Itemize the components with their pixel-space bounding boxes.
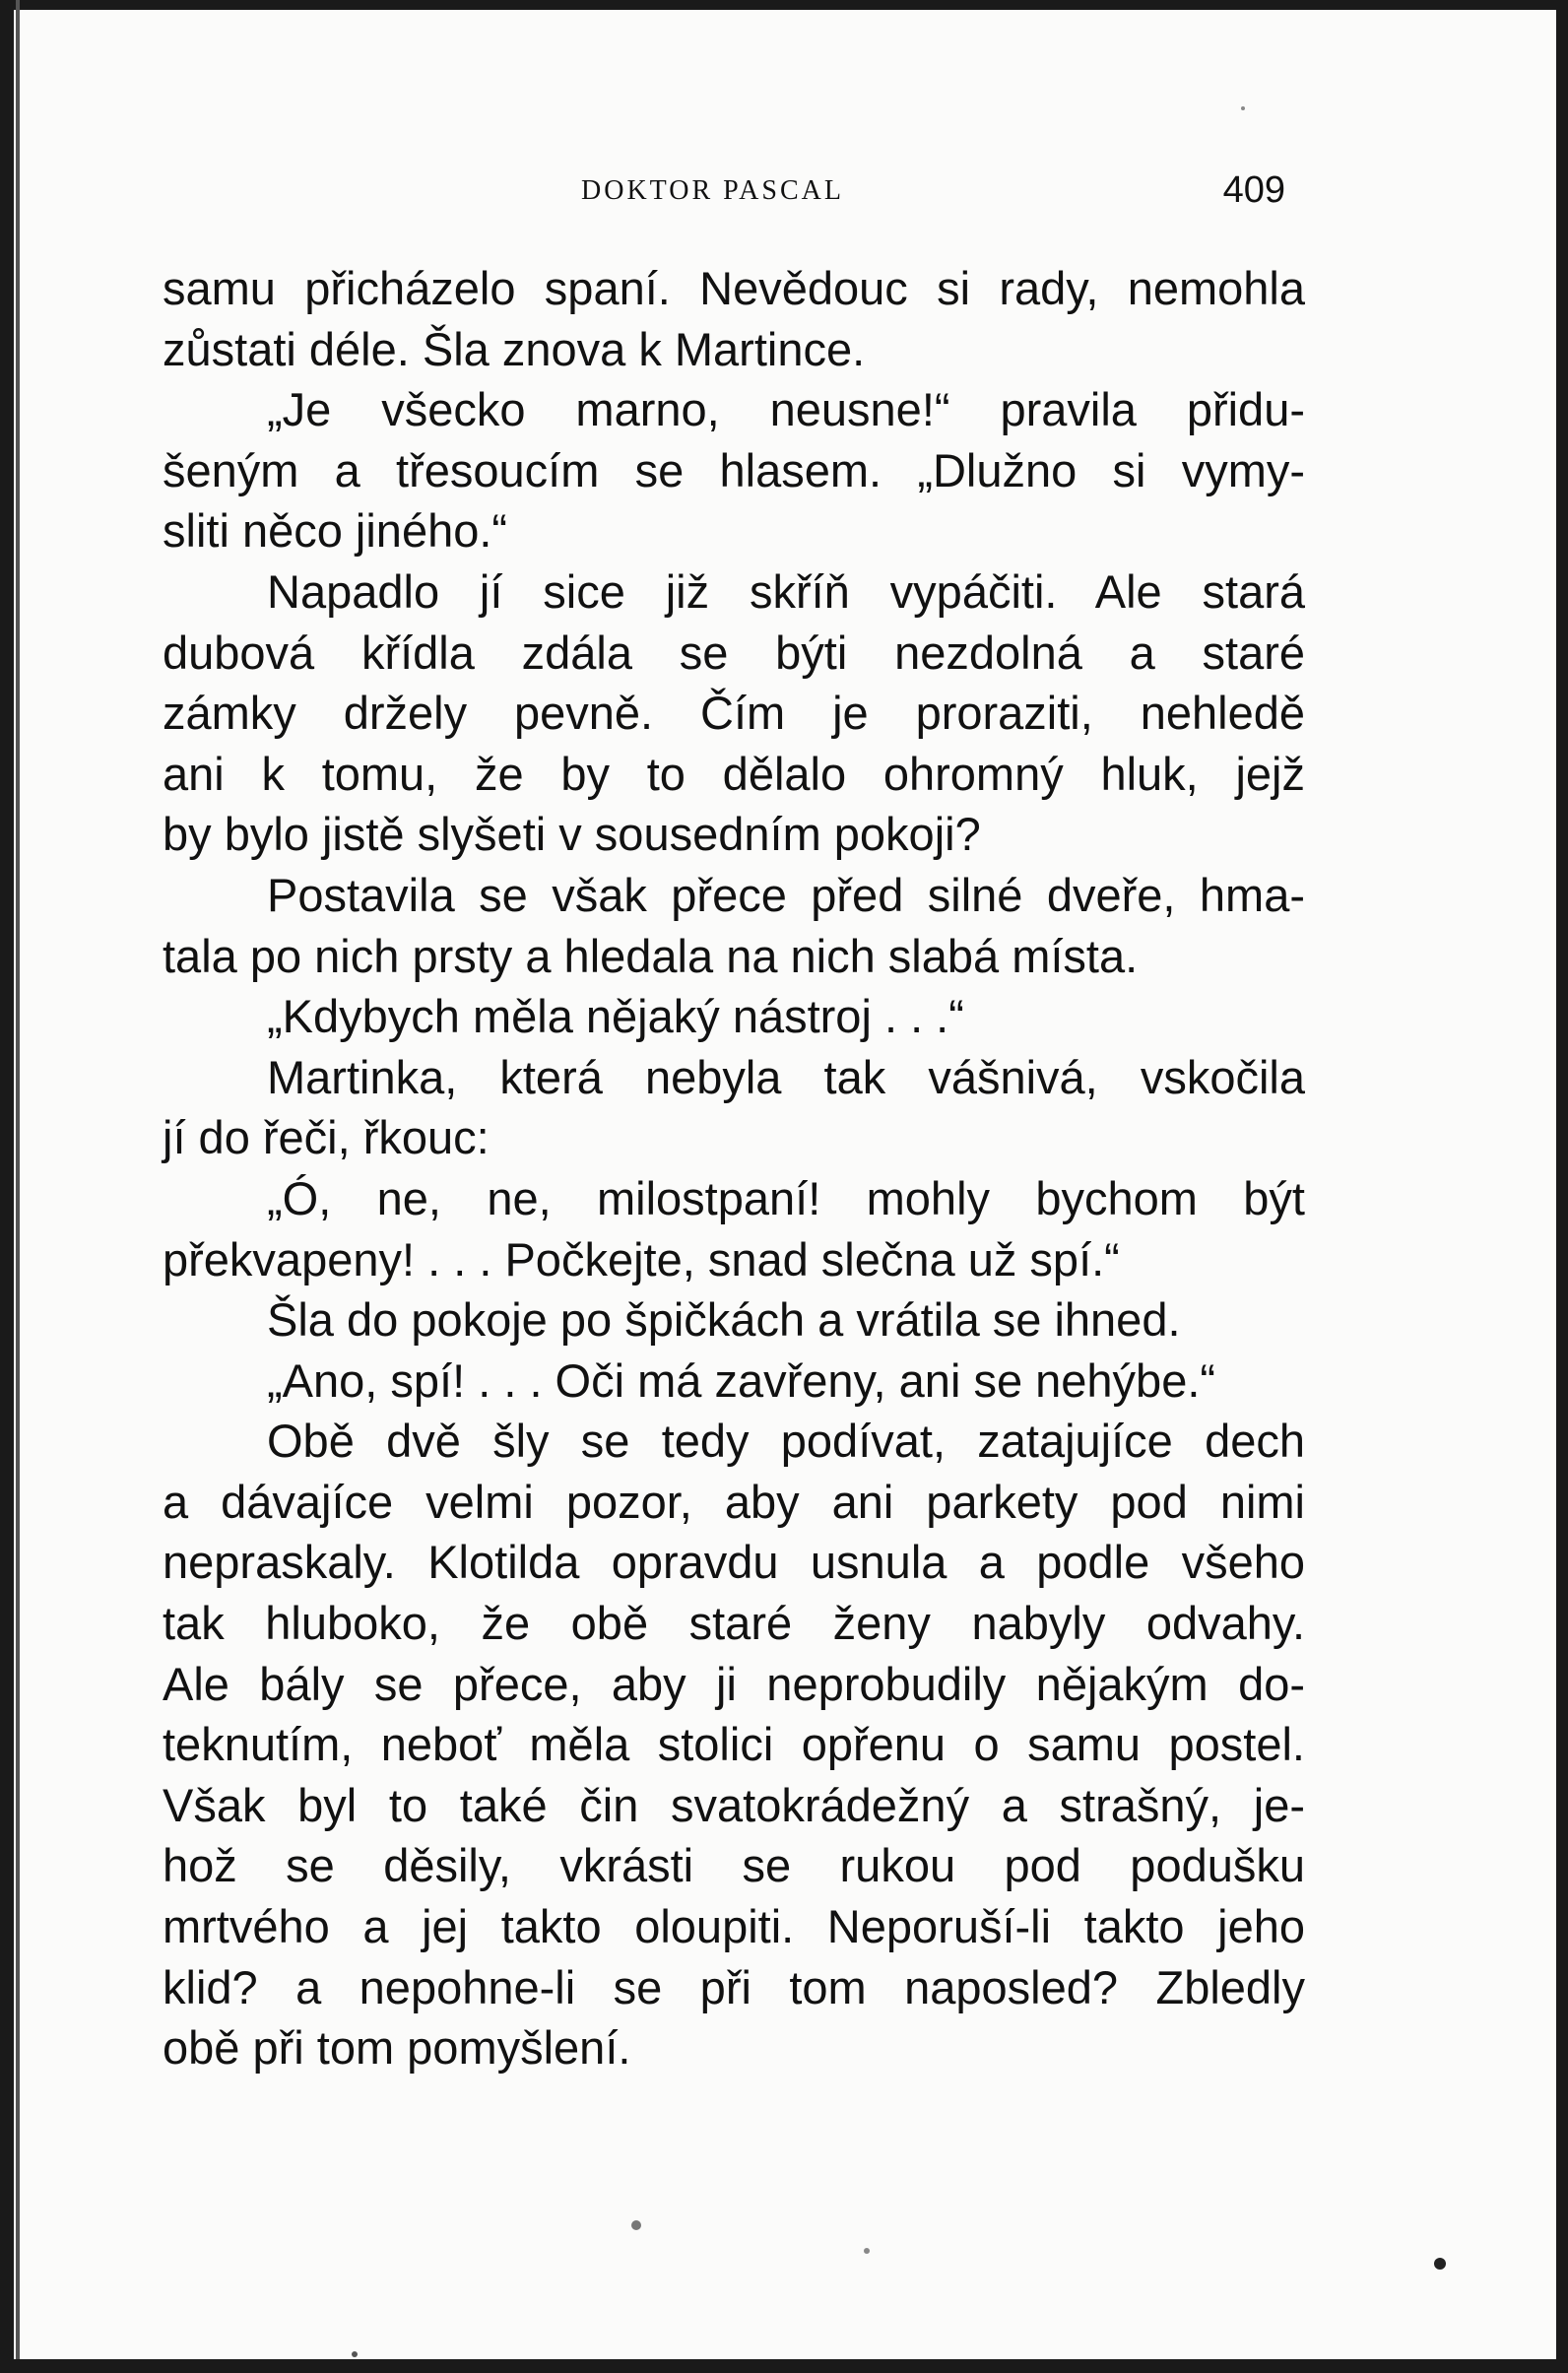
scan-border-bottom (0, 2359, 1568, 2373)
text-line: „Kdybych měla nějaký nástroj . . .“ (267, 990, 964, 1043)
text-line: obě při tom pomyšlení. (163, 2021, 631, 2075)
speck (1241, 106, 1245, 110)
body-text (163, 258, 1305, 2078)
text-line: jí do řeči, řkouc: (163, 1111, 490, 1164)
text-line: překvapeny! . . . Počkejte, snad slečna už spí.“ (163, 1232, 1120, 1285)
text-line: „Je všecko marno, neusne!“ pravila přidu- (267, 383, 1305, 436)
speck (631, 2220, 641, 2230)
text-line: teknutím, neboť měla stolici opřenu o samu postel. (163, 1718, 1305, 1771)
page-header (167, 169, 1285, 215)
text-line: „Ano, spí! . . . Oči má zavřeny, ani se nehýbe.“ (267, 1353, 1216, 1407)
text-line: Šla do pokoje po špičkách a vrátila se ihned. (267, 1293, 1181, 1347)
speck (864, 2248, 870, 2254)
text-line: Ale bály se přece, aby ji neprobudily nějakým do- (163, 1657, 1305, 1710)
text-line: mrtvého a jej takto oloupiti. Neporuší-li takto jeho (163, 1900, 1305, 1953)
scan-border-left-inner (16, 0, 20, 2373)
text-line: by bylo jistě slyšeti v sousedním pokoji? (163, 808, 981, 861)
text-line: Obě dvě šly se tedy podívat, zatajujíce dech (267, 1415, 1305, 1468)
text-line: sliti něco jiného.“ (163, 504, 508, 558)
page-number: 409 (1222, 169, 1285, 211)
text-line: Však byl to také čin svatokrádežný a strašný, je- (163, 1778, 1305, 1831)
text-line: Napadlo jí sice již skříň vypáčiti. Ale stará (267, 564, 1305, 618)
text-line: tala po nich prsty a hledala na nich slabá místa. (163, 929, 1139, 982)
text-line: ani k tomu, že by to dělalo ohromný hluk, jejž (163, 747, 1305, 800)
text-line: Martinka, která nebyla tak vášnivá, vskočila (267, 1050, 1305, 1103)
scan-border-top (0, 0, 1568, 10)
text-line: Postavila se však přece před silné dveře, hma- (267, 868, 1305, 921)
text-line: tak hluboko, že obě staré ženy nabyly odvahy. (163, 1597, 1305, 1650)
text-line: zůstati déle. Šla znova k Martince. (163, 322, 866, 375)
speck (352, 2351, 358, 2357)
text-line: samu přicházelo spaní. Nevědouc si rady, nemohla (163, 262, 1305, 314)
text-line: klid? a nepohne-li se při tom naposled? Zbledly (163, 1960, 1305, 2013)
text-line: „Ó, ne, ne, milostpaní! mohly bychom být (267, 1171, 1305, 1224)
text-line: šeným a třesoucím se hlasem. „Dlužno si vymy- (163, 443, 1305, 496)
text-line: dubová křídla zdála se býti nezdolná a staré (163, 626, 1305, 679)
speck (1434, 2258, 1446, 2270)
text-line: a dávajíce velmi pozor, aby ani parkety pod nimi (163, 1475, 1305, 1528)
scan-border-right (1556, 0, 1568, 2373)
text-line: zámky držely pevně. Čím je proraziti, nehledě (163, 687, 1305, 740)
running-title: DOKTOR PASCAL (581, 175, 844, 206)
scan-border-left (0, 0, 14, 2373)
text-line: hož se děsily, vkrásti se rukou pod podušku (163, 1839, 1305, 1892)
text-line: nepraskaly. Klotilda opravdu usnula a podle všeho (163, 1536, 1305, 1589)
